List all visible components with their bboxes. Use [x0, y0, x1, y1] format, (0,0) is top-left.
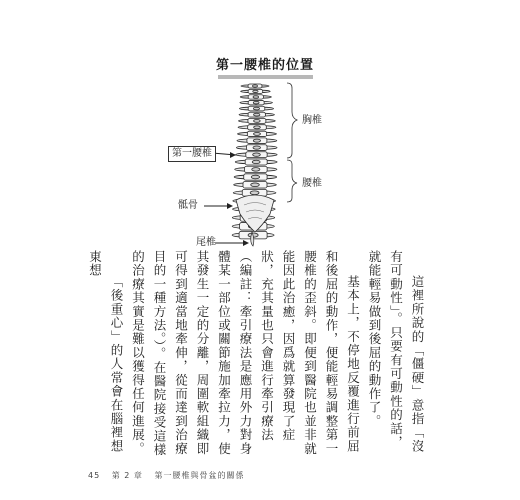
lumbar-bracket: [287, 160, 297, 202]
vertebra-spinous: [253, 146, 260, 149]
vertebra-spinous: [254, 113, 260, 116]
label-lumbar: 腰椎: [302, 178, 322, 189]
vertebra-spinous: [253, 139, 260, 142]
vertebra-spinous: [252, 160, 260, 163]
label-thoracic: 胸椎: [302, 115, 322, 126]
label-sacrum: 骶骨: [178, 200, 198, 211]
vertebra-spinous: [253, 107, 259, 110]
vertebra-spinous: [254, 119, 260, 122]
label-first-lumbar: 第一腰椎: [168, 146, 216, 162]
vertebra-spinous: [252, 85, 257, 87]
vertebra-spinous: [251, 175, 259, 179]
paragraph-1: 這裡所說的「僵硬」意指「沒有可動性」。只要有可動性的話，就能輕易做到後屈的動作了。: [367, 250, 425, 454]
paragraph-2: 基本上，不停地反覆進行前屈和後屈的動作，便能輕易調整第一腰椎的歪斜。即便到醫院也並非就能因此治癒，因爲就算發現了症狀，充其量也只會進行牽引療法（編註：牽引療法是應用外力對身體某一部位或關節施加牽拉力，使其發生一定的分離，周圍軟組織即可得到適當地牽伸，從而達到治療目的一種方法。）。在醫院接受這樣的治療其實是難以獲得任何進展。: [130, 250, 361, 457]
figure-title: 第一腰椎的位置: [215, 58, 314, 73]
page-number: 45: [88, 471, 101, 480]
vertebra-spinous: [253, 90, 258, 92]
vertebra-spinous: [254, 126, 261, 129]
vertebra-spinous: [253, 96, 259, 98]
paragraph-3: 「後重心」的人常會在腦裡想東想: [87, 250, 124, 454]
vertebra-spinous: [252, 168, 260, 171]
label-coccyx: 尾椎: [196, 237, 216, 248]
page-footer: [88, 470, 252, 481]
vertebra-spinous: [251, 183, 260, 187]
body-text: [84, 250, 428, 460]
vertebra-spinous: [253, 153, 261, 156]
vertebra-spinous: [253, 101, 259, 104]
vertebra-spinous: [254, 132, 261, 135]
chapter-title: 第一腰椎與骨盆的關係: [154, 471, 245, 480]
thoracic-bracket: [287, 83, 297, 158]
vertebra-spinous: [250, 191, 259, 195]
chapter-label: 第 2 章: [111, 471, 143, 480]
